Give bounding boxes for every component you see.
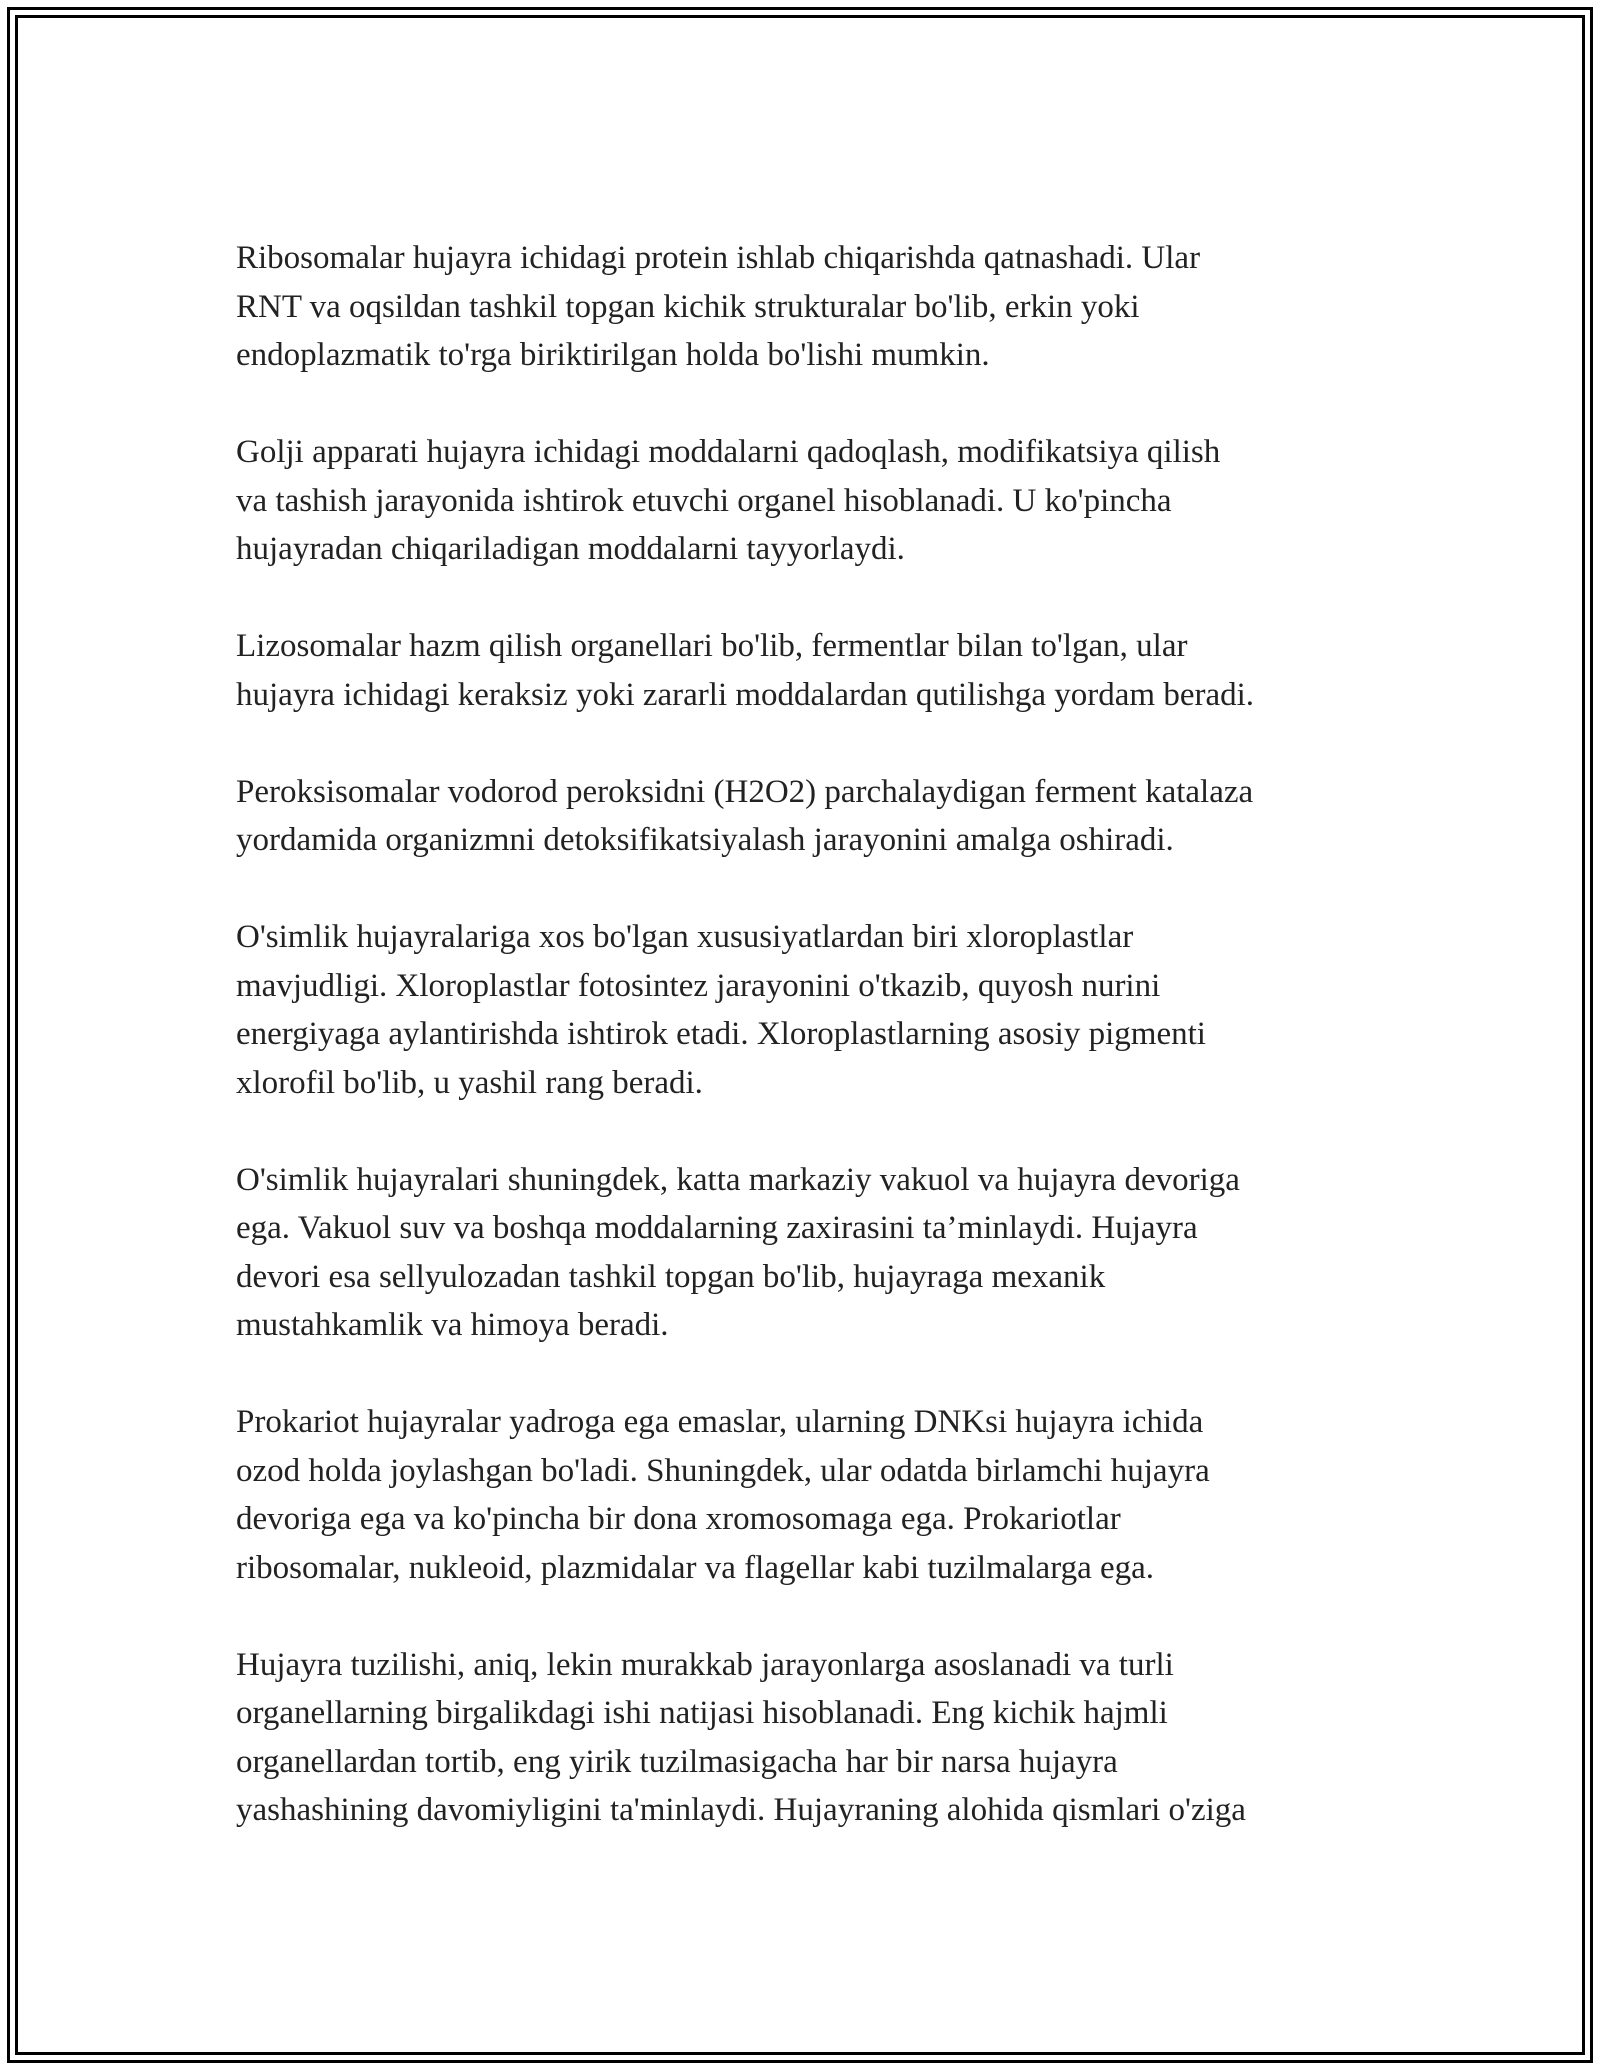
text-line: endoplazmatik to'rga biriktirilgan holda bo'lishi mumkin. <box>236 337 990 373</box>
paragraph-vacuole-cell-wall <box>236 1156 1386 1350</box>
text-line: hujayra ichidagi keraksiz yoki zararli moddalardan qutilishga yordam beradi. <box>236 676 1255 713</box>
paragraph-lysosomes <box>236 622 1386 719</box>
text-line: hujayradan chiqariladigan moddalarni tayyorlaydi. <box>236 531 905 567</box>
text-line: ega. Vakuol suv va boshqa moddalarning zaxirasini ta’minlaydi. Hujayra <box>236 1210 1198 1246</box>
text-line: devori esa sellyulozadan tashkil topgan bo'lib, hujayraga mexanik <box>236 1258 1106 1295</box>
text-line: mavjudligi. Xloroplastlar fotosintez jarayonini o'tkazib, quyosh nurini <box>236 967 1161 1004</box>
text-line: Golji apparati hujayra ichidagi moddalarni qadoqlash, modifikatsiya qilish <box>236 434 1221 470</box>
paragraph-prokaryotes <box>236 1398 1386 1592</box>
text-line: Peroksisomalar vodorod peroksidni (H2O2) parchalaydigan ferment katalaza <box>236 773 1254 810</box>
text-line: va tashish jarayonida ishtirok etuvchi organel hisoblanadi. U ko'pincha <box>236 482 1172 519</box>
text-line: yashashining davomiyligini ta'minlaydi. Hujayraning alohida qismlari o'ziga <box>236 1792 1246 1828</box>
text-line: energiyaga aylantirishda ishtirok etadi. Xloroplastlarning asosiy pigmenti <box>236 1016 1206 1052</box>
text-line: Ribosomalar hujayra ichidagi protein ishlab chiqarishda qatnashadi. Ular <box>236 240 1201 276</box>
text-line: organellarning birgalikdagi ishi natijasi hisoblanadi. Eng kichik hajmli <box>236 1695 1168 1731</box>
paragraph-golgi <box>236 428 1386 574</box>
text-line: Hujayra tuzilishi, aniq, lekin murakkab jarayonlarga asoslanadi va turli <box>236 1646 1174 1683</box>
text-line: RNT va oqsildan tashkil topgan kichik strukturalar bo'lib, erkin yoki <box>236 288 1140 325</box>
text-line: mustahkamlik va himoya beradi. <box>236 1307 669 1343</box>
paragraph-chloroplasts <box>236 913 1386 1107</box>
paragraph-cell-structure <box>236 1641 1386 1835</box>
document-body <box>236 234 1386 1883</box>
text-line: yordamida organizmni detoksifikatsiyalash jarayonini amalga oshiradi. <box>236 822 1174 858</box>
text-line: organellardan tortib, eng yirik tuzilmasigacha har bir narsa hujayra <box>236 1743 1118 1780</box>
paragraph-peroxisomes <box>236 768 1386 865</box>
text-line: ozod holda joylashgan bo'ladi. Shuningdek, ular odatda birlamchi hujayra <box>236 1452 1210 1489</box>
text-line: Prokariot hujayralar yadroga ega emaslar, ularning DNKsi hujayra ichida <box>236 1404 1204 1440</box>
text-line: Lizosomalar hazm qilish organellari bo'lib, fermentlar bilan to'lgan, ular <box>236 628 1188 664</box>
paragraph-ribosomes <box>236 234 1386 380</box>
text-line: xlorofil bo'lib, u yashil rang beradi. <box>236 1064 703 1101</box>
text-line: ribosomalar, nukleoid, plazmidalar va flagellar kabi tuzilmalarga ega. <box>236 1549 1155 1586</box>
text-line: devoriga ega va ko'pincha bir dona xromosomaga ega. Prokariotlar <box>236 1501 1121 1537</box>
text-line: O'simlik hujayralariga xos bo'lgan xususiyatlardan biri xloroplastlar <box>236 919 1134 955</box>
text-line: O'simlik hujayralari shuningdek, katta markaziy vakuol va hujayra devoriga <box>236 1161 1240 1198</box>
